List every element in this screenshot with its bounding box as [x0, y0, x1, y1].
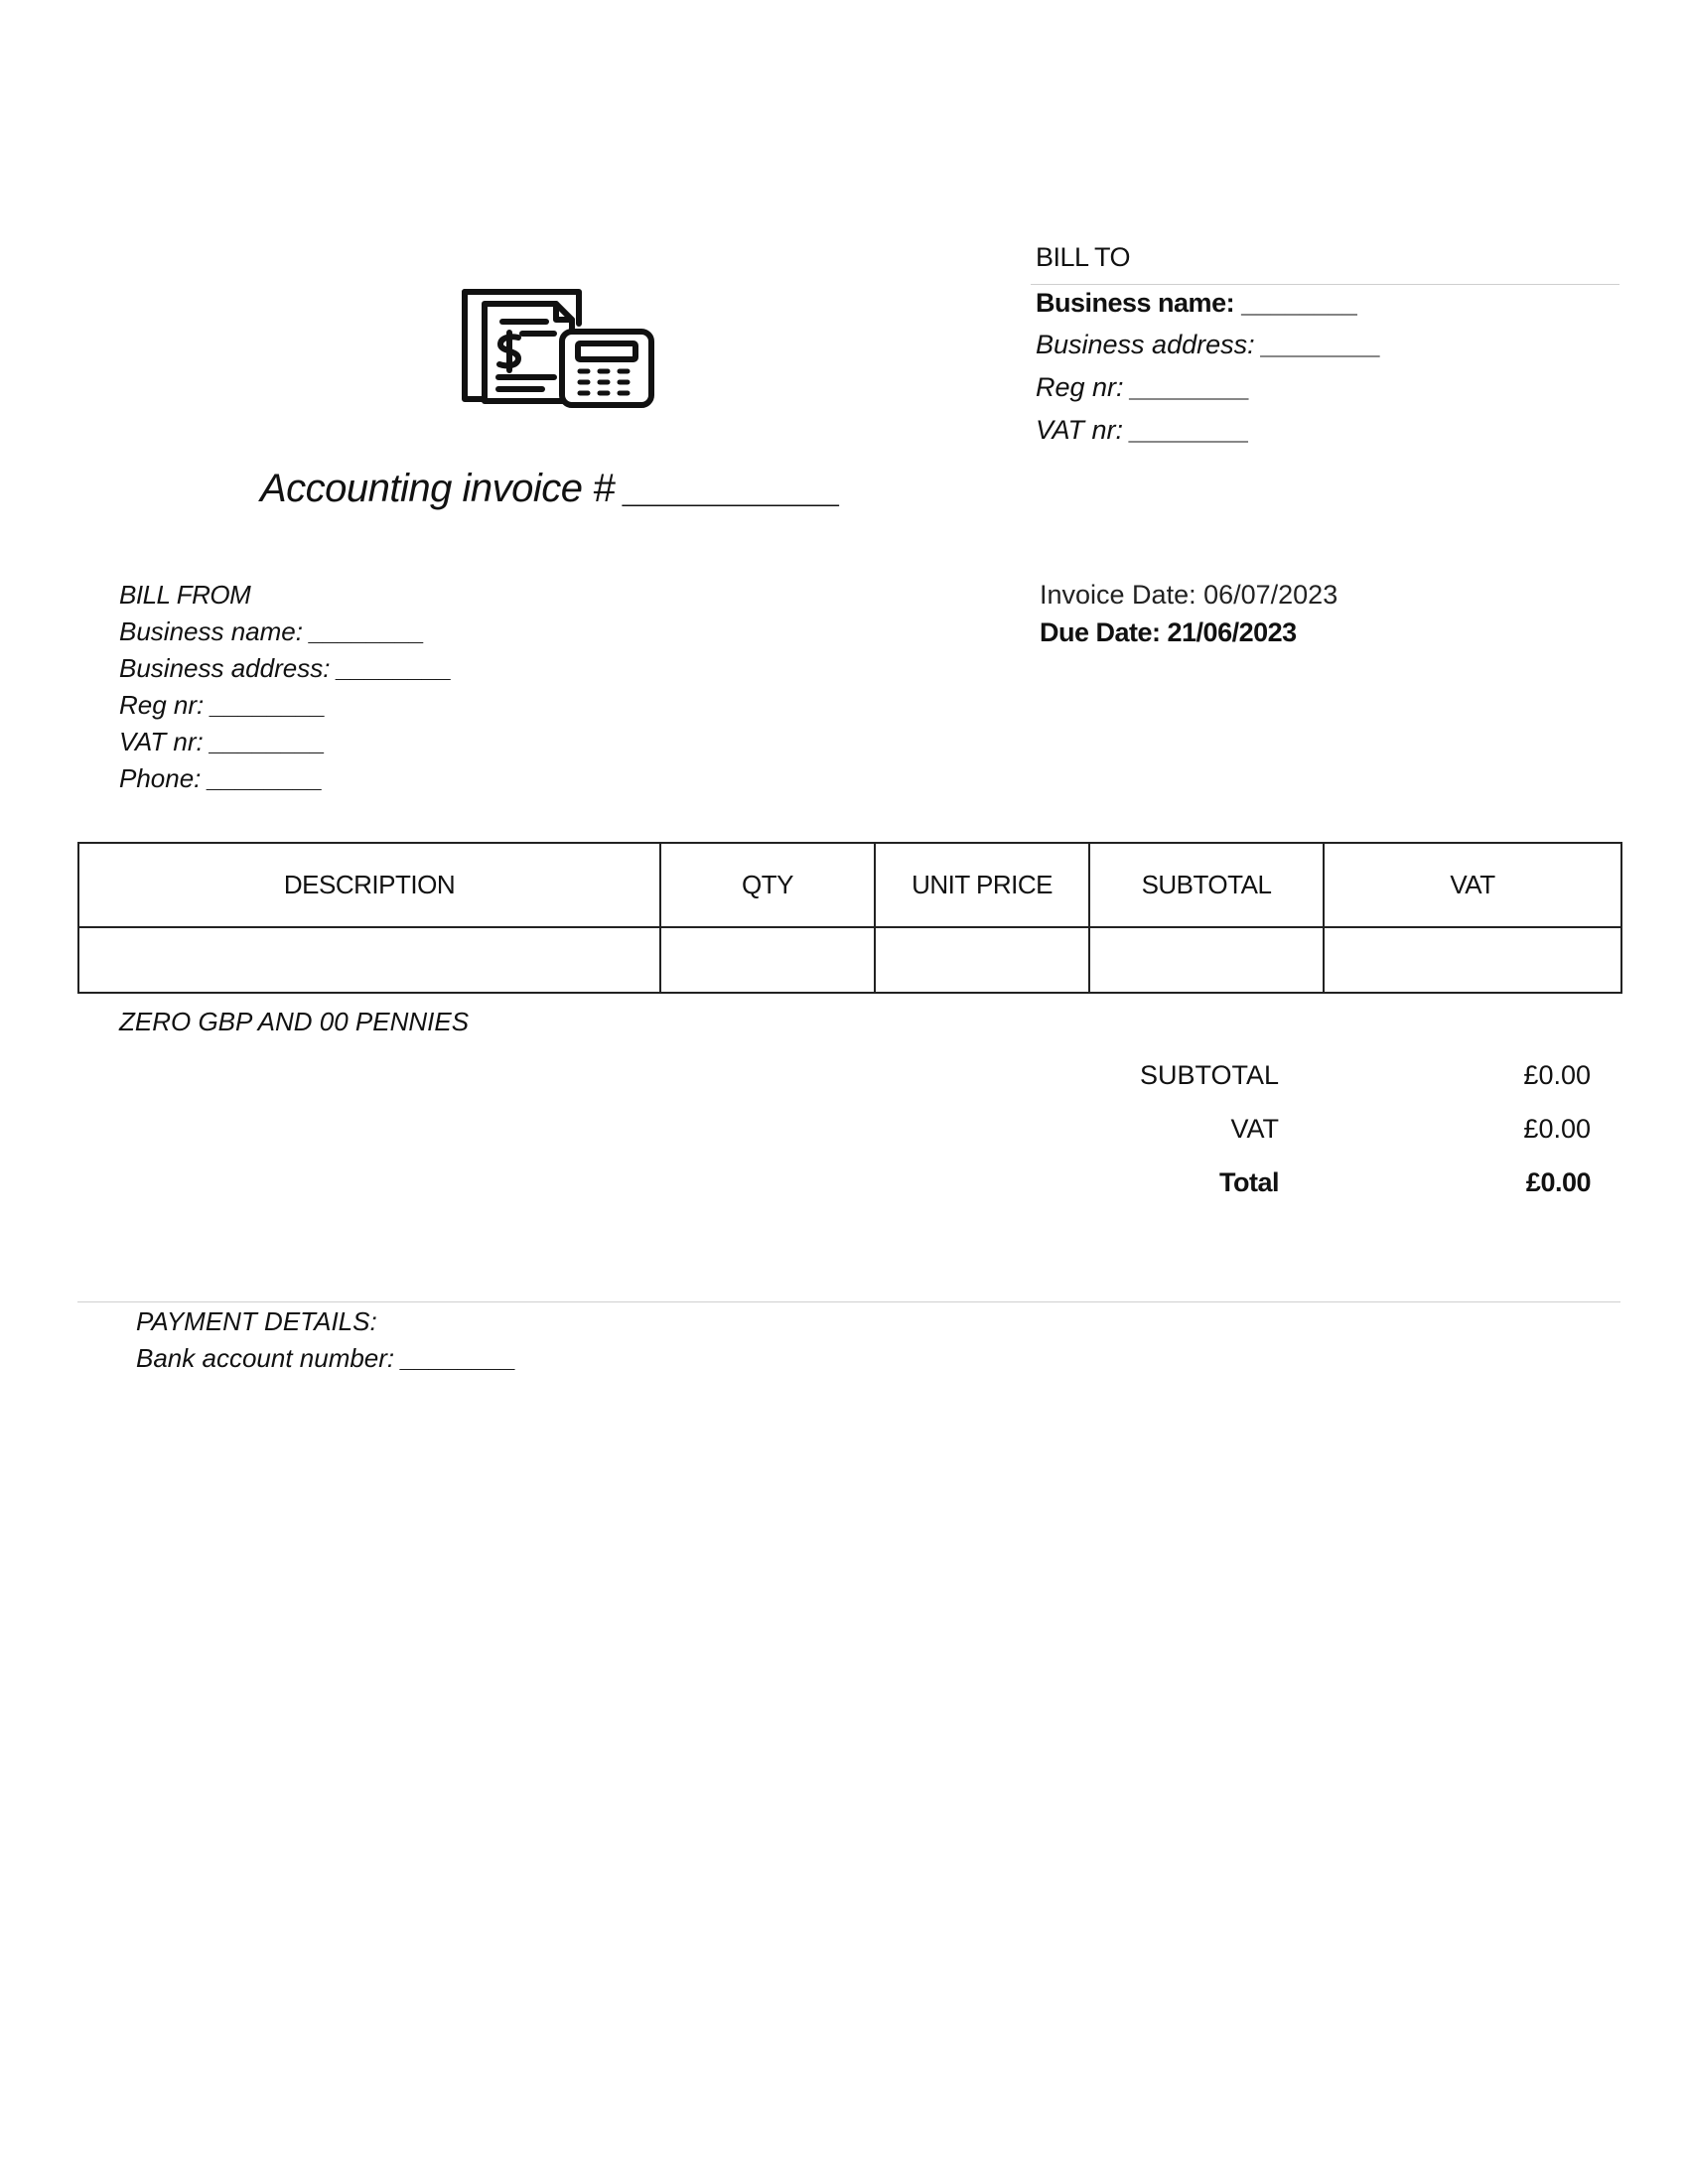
accounting-document-calculator-icon: [455, 282, 658, 411]
items-table: [77, 842, 1622, 994]
cell-vat: [1324, 927, 1621, 993]
payment-details-heading: PAYMENT DETAILS:: [136, 1306, 377, 1336]
bill-from-reg-nr: Reg nr: ________: [119, 690, 327, 720]
column-header-unit-price: UNIT PRICE: [875, 843, 1089, 927]
bill-to-divider: [1031, 284, 1619, 285]
bill-from-business-name: Business name: ________: [119, 616, 425, 646]
due-date: Due Date: 21/06/2023: [1040, 617, 1297, 647]
column-header-subtotal: SUBTOTAL: [1089, 843, 1324, 927]
column-header-qty: QTY: [660, 843, 875, 927]
cell-description: [78, 927, 660, 993]
bill-from-phone: Phone: ________: [119, 763, 324, 793]
invoice-title: Accounting invoice # __________: [260, 467, 841, 510]
bill-from-business-address: Business address: ________: [119, 653, 453, 683]
bill-to-vat-nr: VAT nr: ________: [1036, 415, 1250, 445]
column-header-description: DESCRIPTION: [78, 843, 660, 927]
cell-qty: [660, 927, 875, 993]
bill-to-business-name: Business name: ________: [1036, 288, 1357, 318]
bill-from-heading: BILL FROM: [119, 580, 251, 610]
cell-unit-price: [875, 927, 1089, 993]
table-row: [78, 927, 1621, 993]
cell-subtotal: [1089, 927, 1324, 993]
total-label: Total: [1219, 1167, 1279, 1197]
vat-label: VAT: [1230, 1114, 1279, 1144]
table-header-row: [78, 843, 1621, 927]
subtotal-label: SUBTOTAL: [1139, 1060, 1279, 1090]
column-header-vat: VAT: [1324, 843, 1621, 927]
amount-in-words: ZERO GBP AND 00 PENNIES: [119, 1007, 470, 1036]
bill-to-business-address: Business address: ________: [1036, 330, 1382, 359]
bank-account-number: Bank account number: ________: [136, 1343, 517, 1373]
payment-divider: [77, 1301, 1620, 1302]
bill-to-reg-nr: Reg nr: ________: [1036, 372, 1251, 402]
bill-to-heading: BILL TO: [1036, 242, 1131, 272]
total-value: £0.00: [1525, 1167, 1591, 1197]
bill-from-vat-nr: VAT nr: ________: [119, 727, 326, 756]
vat-value: £0.00: [1523, 1114, 1591, 1144]
invoice-date: Invoice Date: 06/07/2023: [1040, 580, 1338, 610]
subtotal-value: £0.00: [1523, 1060, 1591, 1090]
